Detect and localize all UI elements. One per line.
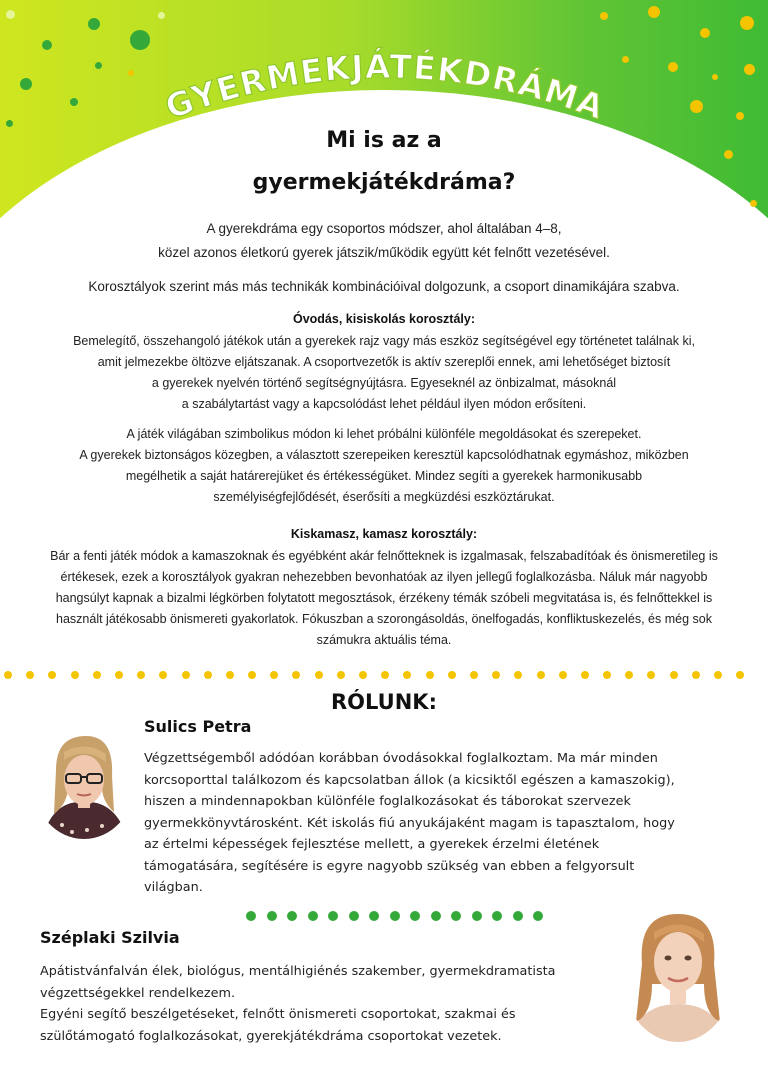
page-title-line2: gyermekjátékdráma?	[252, 170, 516, 195]
person1-bio-line: korcsoporttal találkozom és kapcsolatban állok (a kicsiktől egészen a kamaszokig),	[144, 772, 675, 788]
yellow-dot-divider	[4, 671, 744, 679]
page-title-line1: Mi is az a	[326, 128, 442, 153]
section1-para2-line: személyiségfejlődését, éserősíti a megküzdési eszköztárukat.	[213, 490, 555, 504]
section1-para2-line: A játék világában szimbolikus módon ki lehet próbálni különféle megoldásokat és szerepeket.	[126, 427, 642, 441]
banner-text: GYERMEKJÁTÉKDRÁMA	[160, 46, 610, 127]
about-title: RÓLUNK:	[331, 690, 437, 714]
svg-text:GYERMEKJÁTÉKDRÁMA	[160, 46, 610, 127]
person1-bio-line: Végzettségemből adódóan korábban óvodásokkal foglalkoztam. Ma már minden	[144, 751, 658, 766]
section2-para-line: használt játékosabb önismereti gyakorlatok. Fókuszban a szorongásoldás, önelfogadás, konfliktuskezelés, és még sok	[56, 612, 712, 626]
section1-para2-line: megélhetik a saját határerejüket és értékességüket. Mindez segíti a gyerekek harmonikusabb	[125, 469, 643, 483]
person1-bio-line: hiszen a mindennapokban különféle foglalkozásokat és táborokat szervezek	[144, 794, 631, 809]
intro-line-2: közel azonos életkorú gyerek játszik/működik együtt két felnőtt vezetésével.	[158, 245, 610, 260]
section1-para1-line: Bemelegítő, összehangoló játékok után a gyerekek rajz vagy más eszköz segítségével egy történetet találnak ki,	[73, 334, 695, 348]
green-dot-divider	[246, 911, 543, 921]
person2-bio-line: végzettségekkel rendelkezem.	[40, 985, 236, 1001]
person2-bio-line: Egyéni segítő beszélgetéseket, felnőtt önismereti csoportokat, szakmai és	[40, 1007, 516, 1022]
person1-bio-line: támogatására, segítésére is egyre nagyobb szükség van ebben a felgyorsult	[144, 858, 635, 874]
section1-title: Óvodás, kisiskolás korosztály:	[292, 312, 476, 326]
person1-bio-line: világban.	[144, 880, 203, 895]
intro-line-3: Korosztályok szerint más más technikák kombinációival dolgozunk, a csoport dinamikájára szabva.	[88, 279, 680, 294]
section1-para1-line: a gyerekek nyelvén történő segítségnyújtásra. Egyeseknél az önbizalmat, másoknál	[151, 376, 617, 390]
banner-title	[0, 0, 768, 140]
intro-line-1: A gyerekdráma egy csoportos módszer, ahol általában 4–8,	[206, 221, 562, 236]
person2-bio-line: Apátistvánfalván élek, biológus, mentálhigiénés szakember, gyermekdramatista	[40, 964, 556, 979]
section2-para-line: Bár a fenti játék módok a kamaszoknak és egyébként akár felnőtteknek is izgalmasak, felszabadítóak és önismeretileg is	[50, 549, 718, 563]
person1-bio-line: az értelmi képességek fejlesztése mellett, a gyerekek érzelmi életének	[144, 837, 600, 852]
section1-para1-line: a szabálytartást vagy a kapcsolódást lehet például ilyen módon erősíteni.	[181, 397, 587, 411]
section2-para-line: számukra aktuális téma.	[316, 633, 452, 647]
person2-photo	[620, 904, 736, 1044]
section2-title: Kiskamasz, kamasz korosztály:	[290, 527, 478, 541]
person2-bio-line: szülőtámogató foglalkozásokat, gyerekjátékdráma csoportokat vezetek.	[40, 1028, 502, 1044]
person1-photo	[32, 730, 136, 840]
section1-para2-line: A gyerekek biztonságos közegben, a választott szerepeiken keresztül kapcsolódhatnak egymáshoz, miközben	[79, 448, 689, 462]
section2-para-line: hangsúlyt kapnak a bizalmi légkörben folytatott megosztások, érzékeny témák szóbeli megvitatása is, és felnőttekkel is	[55, 591, 713, 605]
section2-para-line: értékesek, ezek a korosztályok gyakran nehezebben bevonhatóak az ilyen jellegű foglalkozásba. Náluk már nagyobb	[60, 570, 708, 584]
person2-name: Széplaki Szilvia	[40, 928, 180, 947]
section1-para1-line: amit jelmezekbe öltözve eljátszanak. A csoportvezetők is aktív szereplői ennek, ami lehetőséget biztosít	[97, 355, 671, 369]
person2-bio	[40, 961, 612, 1047]
person1-bio-line: gyermekkönyvtárosként. Két iskolás fiú anyukájaként magam is tapasztalom, hogy	[144, 815, 675, 831]
person1-name: Sulics Petra	[144, 717, 252, 736]
person1-bio	[144, 748, 744, 899]
